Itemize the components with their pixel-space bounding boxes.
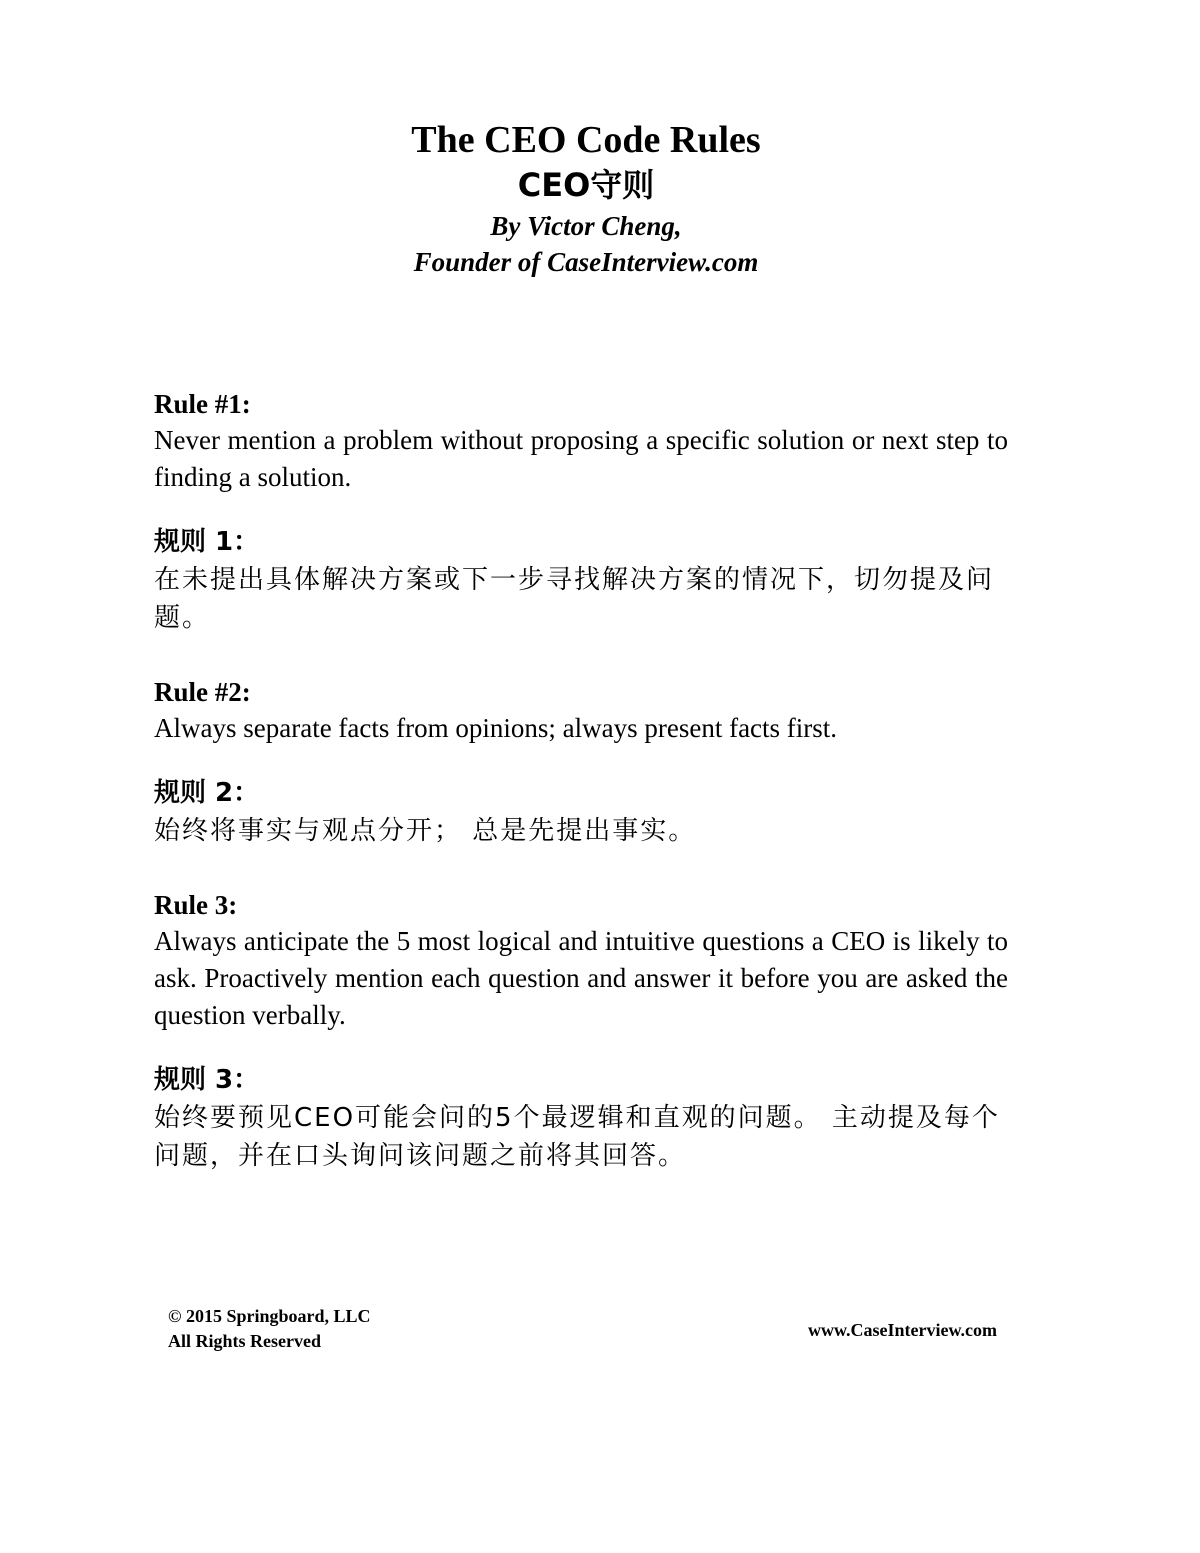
- rule-text-chinese: 始终要预见CEO可能会问的5个最逻辑和直观的问题。 主动提及每个问题，并在口头询问该问题之前将其回答。: [154, 1103, 1000, 1171]
- document-title-chinese: CEO守则: [517, 166, 655, 204]
- rule-1-chinese: [154, 523, 1008, 637]
- rule-label: Rule 3:: [154, 890, 238, 920]
- document-title: The CEO Code Rules: [411, 119, 761, 161]
- footer-website: [808, 1318, 997, 1342]
- rules-list: [154, 386, 1008, 1175]
- rule-label: Rule #1:: [154, 389, 251, 419]
- rule-text-chinese: 在未提出具体解决方案或下一步寻找解决方案的情况下，切勿提及问题。: [154, 565, 995, 633]
- rule-3-chinese: [154, 1061, 1008, 1175]
- rule-label-chinese: 规则 1：: [154, 527, 260, 557]
- website-text: www.CaseInterview.com: [808, 1320, 997, 1340]
- rule-1: [154, 386, 1008, 496]
- rule-label-chinese: 规则 2：: [154, 778, 260, 808]
- rule-text: Always separate facts from opinions; always present facts first.: [154, 713, 838, 743]
- author-affiliation: Founder of CaseInterview.com: [413, 247, 759, 277]
- author-line: By Victor Cheng,: [490, 211, 682, 241]
- rule-2-chinese: [154, 774, 1008, 850]
- footer-copyright-block: [168, 1304, 371, 1354]
- rule-label-chinese: 规则 3：: [154, 1065, 260, 1095]
- rule-2: [154, 674, 1008, 747]
- document-header: [0, 118, 1172, 280]
- rule-text: Never mention a problem without proposing a specific solution or next step to finding a solution.: [154, 425, 1008, 492]
- rule-text: Always anticipate the 5 most logical and intuitive questions a CEO is likely to ask. Proactively mention each question and answer it before you are asked the question verbally.: [154, 926, 1008, 1030]
- copyright-text: © 2015 Springboard, LLC: [168, 1306, 371, 1326]
- rule-text-chinese: 始终将事实与观点分开； 总是先提出事实。: [154, 816, 697, 846]
- rule-3: [154, 887, 1008, 1034]
- rights-text: All Rights Reserved: [168, 1331, 321, 1351]
- rule-label: Rule #2:: [154, 677, 251, 707]
